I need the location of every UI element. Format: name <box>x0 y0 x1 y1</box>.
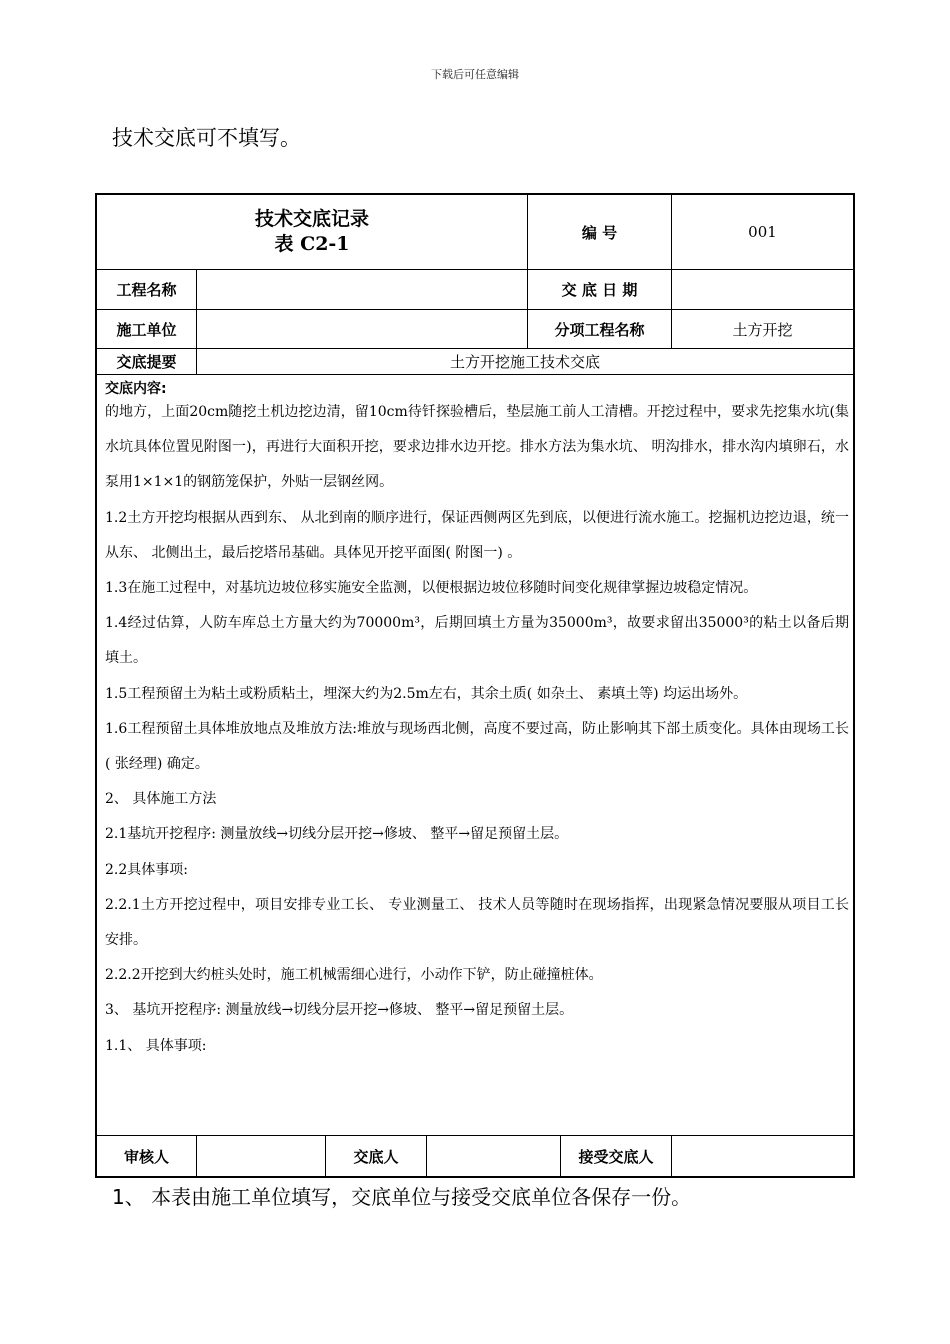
content-paragraph: 1.3在施工过程中，对基坑边坡位移实施安全监测，以便根据边坡位移随时间变化规律掌握边坡稳定情况。 <box>105 580 758 597</box>
contractor-label: 施工单位 <box>97 310 197 349</box>
number-label: 编 号 <box>528 195 672 270</box>
number-value: 001 <box>672 195 853 270</box>
discloser-label: 交底人 <box>326 1136 427 1176</box>
content-paragraph: 2.2.2开挖到大约桩头处时，施工机械需细心进行，小动作下铲，防止碰撞桩体。 <box>105 967 603 984</box>
disclosure-form <box>95 193 855 1178</box>
date-label: 交 底 日 期 <box>528 270 672 310</box>
form-title-line2: 表 C2-1 <box>274 233 350 255</box>
project-name-field[interactable] <box>197 270 528 310</box>
reviewer-field[interactable] <box>197 1136 326 1176</box>
form-title <box>97 195 528 270</box>
content-paragraph: 1.2土方开挖均根据从西到东、 从北到南的顺序进行，保证西侧两区先到底，以便进行流水施工。挖掘机边挖边退，统一从东、 北侧出土，最后挖塔吊基础。具体见开挖平面图( 附图一) 。 <box>105 509 849 561</box>
content-paragraph: 1.6工程预留土具体堆放地点及堆放方法:堆放与现场西北侧，高度不要过高，防止影响其下部土质变化。具体由现场工长( 张经理) 确定。 <box>105 720 849 773</box>
discloser-field[interactable] <box>427 1136 561 1176</box>
reviewer-label: 审核人 <box>97 1136 197 1176</box>
content-paragraph: 2.2.1土方开挖过程中，项目安排专业工长、 专业测量工、 技术人员等随时在现场指挥，出现紧急情况要服从项目工长安排。 <box>105 896 849 949</box>
content-paragraph: 1.4经过估算，人防车库总土方量大约为70000m³，后期回填土方量为35000m³，故要求留出35000³的粘土以备后期填土。 <box>105 615 849 667</box>
project-name-label: 工程名称 <box>97 270 197 310</box>
content-paragraph: 2.1基坑开挖程序: 测量放线→切线分层开挖→修坡、 整平→留足预留土层。 <box>105 826 569 843</box>
content-paragraph: 3、 基坑开挖程序: 测量放线→切线分层开挖→修坡、 整平→留足预留土层。 <box>105 1002 574 1019</box>
content-section <box>97 375 853 1136</box>
content-paragraph: 2、 具体施工方法 <box>105 791 217 808</box>
page-header-note: 下载后可任意编辑 <box>431 68 519 81</box>
bottom-note: 1、 本表由施工单位填写，交底单位与接受交底单位各保存一份。 <box>112 1185 692 1209</box>
content-body <box>105 395 849 1064</box>
content-paragraph: 的地方，上面20cm随挖土机边挖边清，留10cm待钎探验槽后，垫层施工前人工清槽。开挖过程中，要求先挖集水坑(集水坑具体位置见附图一)，再进行大面积开挖，要求边排水边开挖。排水方法为集水坑、 明沟排水，排水沟内填卵石，水泵用1×1×1的钢筋笼保护，外贴一层钢丝网。 <box>105 404 849 491</box>
form-title-line1: 技术交底记录 <box>254 208 369 230</box>
content-paragraph: 2.2具体事项: <box>105 861 188 878</box>
content-paragraph: 1.5工程预留土为粘土或粉质粘土，埋深大约为2.5m左右，其余土质( 如杂土、 素填土等) 均运出场外。 <box>105 685 748 702</box>
content-label: 交底内容: <box>105 381 167 397</box>
receiver-label: 接受交底人 <box>561 1136 672 1176</box>
summary-value: 土方开挖施工技术交底 <box>197 349 853 375</box>
top-note: 技术交底可不填写。 <box>112 126 301 150</box>
summary-label: 交底提要 <box>97 349 197 375</box>
contractor-field[interactable] <box>197 310 528 349</box>
date-field[interactable] <box>672 270 853 310</box>
receiver-field[interactable] <box>672 1136 853 1176</box>
subproject-label: 分项工程名称 <box>528 310 672 349</box>
subproject-value: 土方开挖 <box>672 310 853 349</box>
content-paragraph: 1.1、 具体事项: <box>105 1037 207 1054</box>
